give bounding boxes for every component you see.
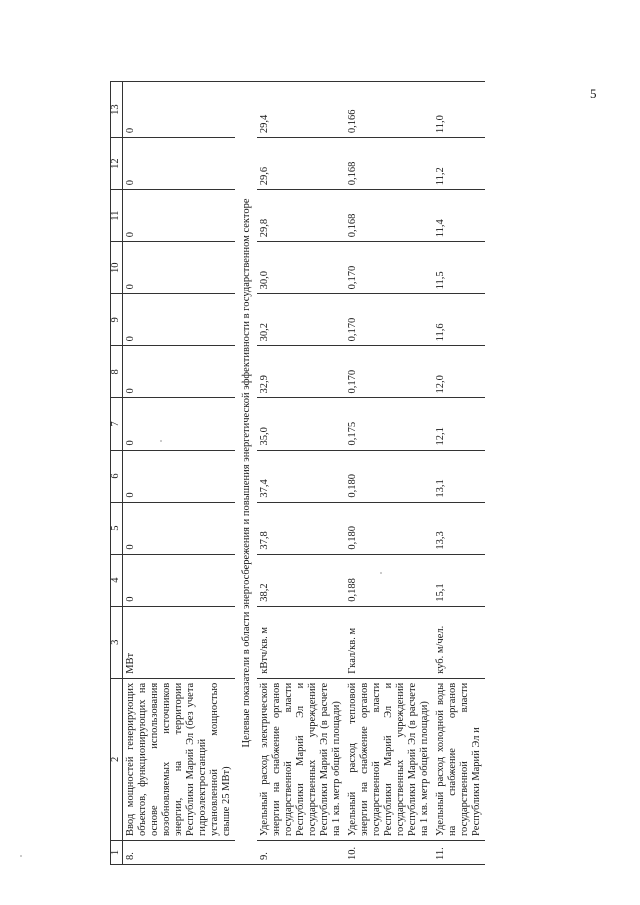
value-cell: 37,4 (257, 450, 345, 502)
value-cell: 0,170 (345, 294, 433, 346)
row-number: 11. (433, 840, 485, 864)
header-cell: 9 (111, 294, 123, 346)
value-cell: 30,2 (257, 294, 345, 346)
value-cell: 0,175 (345, 398, 433, 450)
value-cell: 29,4 (257, 82, 345, 138)
value-cell: 0 (123, 138, 236, 190)
header-cell: 2 (111, 678, 123, 840)
value-cell: 0 (123, 502, 236, 554)
indicators-table (110, 81, 485, 865)
header-cell: 6 (111, 450, 123, 502)
unit-cell: Гкал/кв. м (345, 606, 433, 678)
value-cell: 30,0 (257, 242, 345, 294)
header-cell: 1 (111, 840, 123, 864)
row-number: 8. (123, 840, 236, 864)
table-row (433, 82, 485, 865)
header-cell: 3 (111, 606, 123, 678)
table-row (123, 82, 236, 865)
header-cell: 11 (111, 190, 123, 242)
value-cell: 0,188 (345, 554, 433, 606)
table-row (345, 82, 433, 865)
value-cell: 32,9 (257, 346, 345, 398)
value-cell: 38,2 (257, 554, 345, 606)
value-cell: 0,168 (345, 190, 433, 242)
value-cell: 0 (123, 82, 236, 138)
unit-cell: МВт (123, 606, 236, 678)
header-cell: 10 (111, 242, 123, 294)
rotated-table-region (110, 81, 540, 865)
value-cell: 0,180 (345, 502, 433, 554)
header-cell: 8 (111, 346, 123, 398)
value-cell: 0 (123, 242, 236, 294)
value-cell: 11,0 (433, 82, 485, 138)
value-cell: 0 (123, 346, 236, 398)
value-cell: 12,1 (433, 398, 485, 450)
value-cell: 13,3 (433, 502, 485, 554)
value-cell: 11,2 (433, 138, 485, 190)
table-row (257, 82, 345, 865)
scan-speck (20, 855, 22, 857)
value-cell: 37,8 (257, 502, 345, 554)
value-cell: 0 (123, 554, 236, 606)
scan-speck (380, 572, 382, 574)
value-cell: 0,180 (345, 450, 433, 502)
indicator-description: Удельный расход электрической энергии на снабжение органов государственной власти Республики Марий Эл и государственных учреждений Республики Марий Эл (в расчете на 1 кв. метр общей площади) (257, 678, 345, 840)
value-cell: 0 (123, 450, 236, 502)
value-cell: 11,4 (433, 190, 485, 242)
header-cell: 5 (111, 502, 123, 554)
value-cell: 0,168 (345, 138, 433, 190)
header-row (111, 82, 123, 865)
value-cell: 12,0 (433, 346, 485, 398)
header-cell: 12 (111, 138, 123, 190)
section-title: Целевые показатели в области энергосбережения и повышения энергетической эффективности в государственном секторе (235, 82, 257, 865)
value-cell: 13,1 (433, 450, 485, 502)
value-cell: 0,170 (345, 242, 433, 294)
value-cell: 29,6 (257, 138, 345, 190)
value-cell: 0 (123, 190, 236, 242)
value-cell: 35,0 (257, 398, 345, 450)
unit-cell: кВтч/кв. м (257, 606, 345, 678)
value-cell: 11,5 (433, 242, 485, 294)
indicator-description: Ввод мощностей генерирующих объектов, функционирующих на основе использования возобновляемых источников энергии, на территории Республики Марий Эл (без учета гидроэлектростанций установленной мощностью свыше 25 МВт) (123, 678, 236, 840)
page-number: 5 (590, 86, 597, 101)
value-cell: 29,8 (257, 190, 345, 242)
header-cell: 13 (111, 82, 123, 138)
unit-cell: куб. м/чел. (433, 606, 485, 678)
header-cell: 7 (111, 398, 123, 450)
value-cell: 0,166 (345, 82, 433, 138)
value-cell: 0 (123, 294, 236, 346)
indicator-description: Удельный расход тепловой энергии на снабжение органов государственной власти Республики Марий Эл и государственных учреждений Республики Марий Эл (в расчете на 1 кв. метр общей площади) (345, 678, 433, 840)
value-cell: 11,6 (433, 294, 485, 346)
scan-speck (160, 440, 162, 442)
section-row (235, 82, 257, 865)
value-cell: 0,170 (345, 346, 433, 398)
row-number: 9. (257, 840, 345, 864)
header-cell: 4 (111, 554, 123, 606)
value-cell: 0 (123, 398, 236, 450)
value-cell: 15,1 (433, 554, 485, 606)
indicator-description: Удельный расход холодной воды на снабжение органов государственной власти Республики Марий Эл и (433, 678, 485, 840)
row-number: 10. (345, 840, 433, 864)
